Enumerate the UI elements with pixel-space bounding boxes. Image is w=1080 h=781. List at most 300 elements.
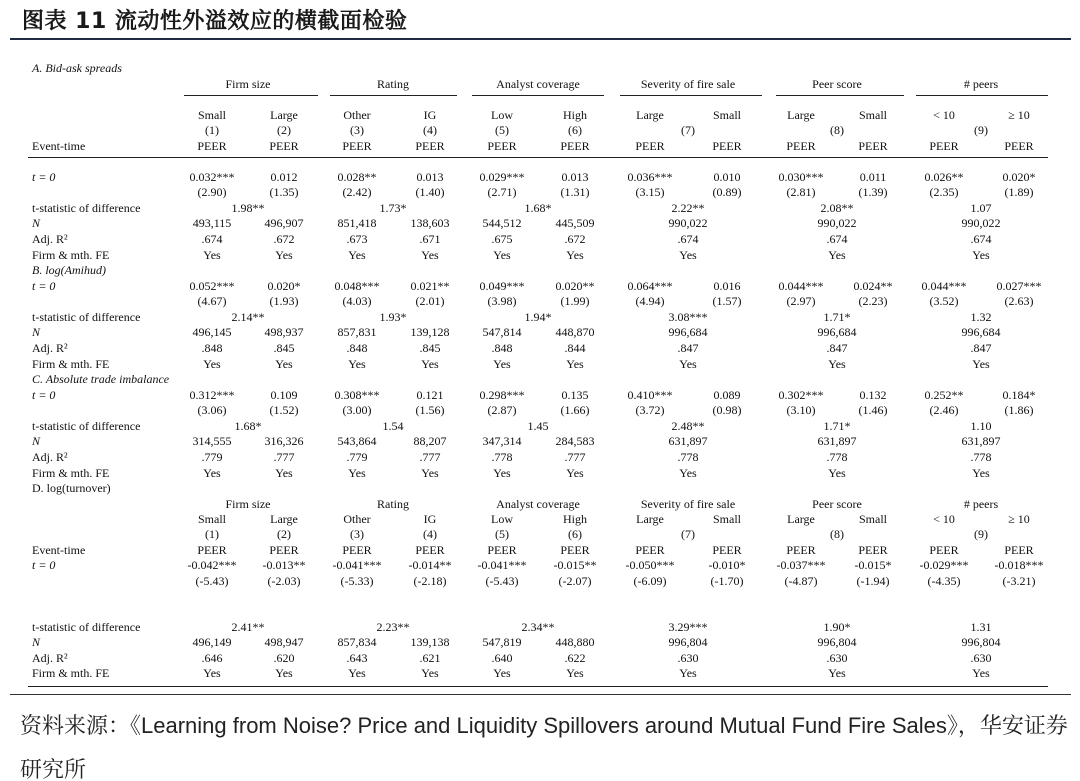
tstat-cell: (3.10) — [786, 403, 816, 417]
tstat-cell: (3.06) — [197, 403, 227, 417]
adjr2-cell: .630 — [826, 651, 848, 665]
row-label: Adj. R² — [32, 651, 68, 665]
peer-header: PEER — [415, 139, 445, 153]
n-cell: 631,897 — [817, 434, 857, 448]
tdiff-cell: 2.41** — [231, 620, 265, 634]
row-label: N — [32, 434, 41, 448]
coef-cell: 0.044*** — [921, 279, 967, 293]
coef-cell: 0.132 — [859, 388, 887, 402]
adjr2-cell: .621 — [419, 651, 441, 665]
row-label: Firm & mth. FE — [32, 466, 110, 480]
n-cell: 631,897 — [961, 434, 1001, 448]
row-label: N — [32, 635, 41, 649]
sub-header: IG — [423, 512, 437, 526]
sub-header: Small — [712, 108, 742, 122]
coef-cell: 0.024** — [853, 279, 893, 293]
adjr2-cell: .622 — [564, 651, 586, 665]
n-cell: 498,937 — [264, 325, 304, 339]
adjr2-cell: .778 — [970, 450, 992, 464]
fe-cell: Yes — [493, 666, 511, 680]
peer-header: PEER — [712, 543, 742, 557]
sub-header: Small — [197, 512, 227, 526]
n-cell: 990,022 — [961, 216, 1001, 230]
tdiff-cell: 1.54 — [382, 419, 404, 433]
adjr2-cell: .777 — [419, 450, 441, 464]
adjr2-cell: .778 — [491, 450, 513, 464]
fe-cell: Yes — [348, 357, 366, 371]
sub-header: Low — [491, 512, 513, 526]
coef-cell: 0.312*** — [189, 388, 235, 402]
tstat-cell: (2.71) — [487, 185, 517, 199]
sub-header: High — [563, 108, 587, 122]
event-time-label: Event-time — [32, 543, 86, 557]
n-cell: 496,149 — [192, 635, 232, 649]
n-cell: 996,684 — [961, 325, 1001, 339]
group-header: # peers — [963, 77, 999, 91]
fe-cell: Yes — [275, 357, 293, 371]
tdiff-cell: 2.22** — [671, 201, 705, 215]
coef-cell: 0.135 — [561, 388, 589, 402]
tdiff-cell: 3.29*** — [668, 620, 708, 634]
fe-cell: Yes — [828, 466, 846, 480]
sub-header: IG — [423, 108, 437, 122]
tstat-cell: (-5.43) — [485, 574, 519, 588]
tstat-cell: (1.86) — [1004, 403, 1034, 417]
fe-cell: Yes — [679, 666, 697, 680]
adjr2-cell: .620 — [273, 651, 295, 665]
n-cell: 547,819 — [482, 635, 522, 649]
n-cell: 314,555 — [192, 434, 232, 448]
n-cell: 316,326 — [264, 434, 304, 448]
tstat-cell: (3.00) — [342, 403, 372, 417]
coef-cell: 0.044*** — [778, 279, 824, 293]
sub-header: ≥ 10 — [1008, 512, 1030, 526]
sub-header: < 10 — [933, 108, 955, 122]
n-cell: 857,831 — [337, 325, 377, 339]
fe-cell: Yes — [275, 466, 293, 480]
n-cell: 543,864 — [337, 434, 377, 448]
row-label: t = 0 — [32, 279, 56, 293]
tstat-cell: (2.23) — [858, 294, 888, 308]
fe-cell: Yes — [275, 248, 293, 262]
tstat-cell: (2.46) — [929, 403, 959, 417]
tdiff-cell: 1.31 — [970, 620, 992, 634]
fe-cell: Yes — [566, 357, 584, 371]
n-cell: 631,897 — [668, 434, 708, 448]
tstat-cell: (1.46) — [858, 403, 888, 417]
coef-cell: 0.012 — [270, 170, 298, 184]
tstat-cell: (0.98) — [712, 403, 742, 417]
n-cell: 448,870 — [555, 325, 595, 339]
tstat-cell: (2.35) — [929, 185, 959, 199]
column-number: (8) — [830, 527, 844, 541]
coef-cell: 0.032*** — [189, 170, 235, 184]
adjr2-cell: .672 — [273, 232, 295, 246]
group-header: Firm size — [225, 497, 271, 511]
coef-cell: 0.027*** — [996, 279, 1042, 293]
coef-cell: 0.298*** — [479, 388, 525, 402]
peer-header: PEER — [415, 543, 445, 557]
tdiff-cell: 2.14** — [231, 310, 265, 324]
peer-header: PEER — [929, 543, 959, 557]
fe-cell: Yes — [348, 666, 366, 680]
row-label: Adj. R² — [32, 232, 68, 246]
fe-cell: Yes — [493, 357, 511, 371]
n-cell: 857,834 — [337, 635, 377, 649]
title-rule — [10, 38, 1071, 40]
adjr2-cell: .847 — [970, 341, 992, 355]
fe-cell: Yes — [828, 357, 846, 371]
peer-header: PEER — [487, 543, 517, 557]
coef-cell: -0.014** — [408, 558, 452, 572]
group-header: Analyst coverage — [496, 497, 580, 511]
adjr2-cell: .847 — [677, 341, 699, 355]
group-underline — [916, 95, 1048, 96]
fe-cell: Yes — [421, 357, 439, 371]
column-number: (2) — [277, 123, 291, 137]
group-header: Peer score — [812, 497, 862, 511]
adjr2-cell: .672 — [564, 232, 586, 246]
n-cell: 996,804 — [817, 635, 857, 649]
sub-header: Low — [491, 108, 513, 122]
adjr2-cell: .640 — [491, 651, 513, 665]
panel-title: B. log(Amihud) — [32, 263, 106, 277]
tdiff-cell: 1.07 — [970, 201, 992, 215]
bottom-rule — [10, 694, 1071, 695]
peer-header: PEER — [1004, 543, 1034, 557]
sub-header: Other — [343, 512, 371, 526]
coef-cell: 0.048*** — [334, 279, 380, 293]
n-cell: 284,583 — [555, 434, 595, 448]
tstat-cell: (1.39) — [858, 185, 888, 199]
source-text: 《Learning from Noise? Price and Liquidity Spillovers around Mutual Fund Fire Sales》，华安证券研究所 — [20, 713, 1068, 781]
figure-title: 图表 11 流动性外溢效应的横截面检验 — [22, 9, 408, 34]
group-header: Analyst coverage — [496, 77, 580, 91]
tstat-cell: (-5.33) — [340, 574, 374, 588]
group-underline — [472, 95, 604, 96]
group-underline — [184, 95, 318, 96]
tstat-cell: (1.35) — [269, 185, 299, 199]
column-number: (6) — [568, 123, 582, 137]
sub-header: ≥ 10 — [1008, 108, 1030, 122]
column-number: (3) — [350, 123, 364, 137]
fe-cell: Yes — [972, 248, 990, 262]
tstat-cell: (1.56) — [415, 403, 445, 417]
group-header: # peers — [963, 497, 999, 511]
row-label: Firm & mth. FE — [32, 357, 110, 371]
peer-header: PEER — [269, 543, 299, 557]
tdiff-cell: 1.45 — [527, 419, 549, 433]
fe-cell: Yes — [566, 466, 584, 480]
coef-cell: -0.050*** — [625, 558, 675, 572]
adjr2-cell: .643 — [346, 651, 368, 665]
peer-header: PEER — [1004, 139, 1034, 153]
tstat-cell: (-2.07) — [558, 574, 592, 588]
adjr2-cell: .674 — [826, 232, 848, 246]
sub-header: < 10 — [933, 512, 955, 526]
n-cell: 496,907 — [264, 216, 304, 230]
coef-cell: 0.308*** — [334, 388, 380, 402]
column-number: (5) — [495, 123, 509, 137]
tdiff-cell: 2.23** — [376, 620, 410, 634]
tstat-cell: (3.15) — [635, 185, 665, 199]
row-label: N — [32, 216, 41, 230]
tstat-cell: (3.98) — [487, 294, 517, 308]
group-header: Severity of fire sale — [640, 497, 736, 511]
tstat-cell: (1.40) — [415, 185, 445, 199]
tstat-cell: (1.66) — [560, 403, 590, 417]
row-label: N — [32, 325, 41, 339]
n-cell: 138,603 — [410, 216, 450, 230]
source-note — [20, 704, 1070, 781]
fe-cell: Yes — [421, 466, 439, 480]
tdiff-cell: 1.71* — [823, 419, 851, 433]
n-cell: 88,207 — [413, 434, 447, 448]
fe-cell: Yes — [972, 666, 990, 680]
coef-cell: 0.064*** — [627, 279, 673, 293]
tdiff-cell: 1.98** — [231, 201, 265, 215]
sub-header: Large — [270, 108, 298, 122]
fe-cell: Yes — [679, 466, 697, 480]
peer-header: PEER — [858, 543, 888, 557]
sub-header: Small — [712, 512, 742, 526]
adjr2-cell: .675 — [491, 232, 513, 246]
column-number: (7) — [681, 527, 695, 541]
adjr2-cell: .845 — [419, 341, 441, 355]
tdiff-cell: 1.10 — [970, 419, 992, 433]
column-number: (6) — [568, 527, 582, 541]
coef-cell: 0.013 — [416, 170, 444, 184]
coef-cell: 0.013 — [561, 170, 589, 184]
coef-cell: -0.042*** — [187, 558, 237, 572]
column-number: (8) — [830, 123, 844, 137]
adjr2-cell: .671 — [419, 232, 441, 246]
coef-cell: -0.029*** — [919, 558, 969, 572]
header-rule — [28, 157, 1048, 158]
fe-cell: Yes — [828, 666, 846, 680]
tstat-cell: (2.87) — [487, 403, 517, 417]
coef-cell: -0.013** — [262, 558, 306, 572]
tdiff-cell: 1.93* — [379, 310, 407, 324]
peer-header: PEER — [560, 139, 590, 153]
row-label: Firm & mth. FE — [32, 248, 110, 262]
peer-header: PEER — [269, 139, 299, 153]
coef-cell: -0.015* — [854, 558, 892, 572]
peer-header: PEER — [786, 139, 816, 153]
n-cell: 996,684 — [817, 325, 857, 339]
column-number: (3) — [350, 527, 364, 541]
column-number: (4) — [423, 123, 437, 137]
peer-header: PEER — [197, 139, 227, 153]
fe-cell: Yes — [203, 248, 221, 262]
adjr2-cell: .777 — [564, 450, 586, 464]
tstat-cell: (1.57) — [712, 294, 742, 308]
coef-cell: 0.089 — [713, 388, 741, 402]
row-label: t-statistic of difference — [32, 201, 141, 215]
coef-cell: 0.109 — [270, 388, 298, 402]
coef-cell: 0.121 — [416, 388, 444, 402]
tstat-cell: (-4.35) — [927, 574, 961, 588]
group-header: Peer score — [812, 77, 862, 91]
coef-cell: -0.041*** — [332, 558, 382, 572]
n-cell: 544,512 — [482, 216, 522, 230]
peer-header: PEER — [342, 543, 372, 557]
tstat-cell: (4.03) — [342, 294, 372, 308]
tdiff-cell: 1.90* — [823, 620, 851, 634]
n-cell: 448,880 — [555, 635, 595, 649]
column-number: (1) — [205, 527, 219, 541]
fe-cell: Yes — [348, 466, 366, 480]
tdiff-cell: 2.48** — [671, 419, 705, 433]
adjr2-cell: .778 — [677, 450, 699, 464]
row-label: Firm & mth. FE — [32, 666, 110, 680]
adjr2-cell: .779 — [201, 450, 223, 464]
n-cell: 996,684 — [668, 325, 708, 339]
tstat-cell: (-3.21) — [1002, 574, 1036, 588]
table-bottom-rule — [28, 686, 1048, 687]
row-label: Adj. R² — [32, 450, 68, 464]
group-header: Rating — [377, 77, 409, 91]
sub-header: Large — [787, 108, 815, 122]
coef-cell: 0.036*** — [627, 170, 673, 184]
tdiff-cell: 2.08** — [820, 201, 854, 215]
tstat-cell: (1.31) — [560, 185, 590, 199]
tdiff-cell: 1.73* — [379, 201, 407, 215]
adjr2-cell: .848 — [201, 341, 223, 355]
fe-cell: Yes — [493, 466, 511, 480]
row-label: Adj. R² — [32, 341, 68, 355]
adjr2-cell: .674 — [201, 232, 223, 246]
fe-cell: Yes — [828, 248, 846, 262]
adjr2-cell: .674 — [677, 232, 699, 246]
tstat-cell: (1.52) — [269, 403, 299, 417]
fe-cell: Yes — [679, 357, 697, 371]
tstat-cell: (1.89) — [1004, 185, 1034, 199]
coef-cell: -0.037*** — [776, 558, 826, 572]
n-cell: 851,418 — [337, 216, 377, 230]
tstat-cell: (-4.87) — [784, 574, 818, 588]
panel-title: C. Absolute trade imbalance — [32, 372, 170, 386]
fe-cell: Yes — [679, 248, 697, 262]
coef-cell: -0.018*** — [994, 558, 1044, 572]
adjr2-cell: .848 — [491, 341, 513, 355]
adjr2-cell: .674 — [970, 232, 992, 246]
sub-header: Small — [858, 108, 888, 122]
coef-cell: 0.302*** — [778, 388, 824, 402]
coef-cell: 0.029*** — [479, 170, 525, 184]
row-label: t-statistic of difference — [32, 310, 141, 324]
column-number: (9) — [974, 123, 988, 137]
panel-title: A. Bid-ask spreads — [32, 61, 122, 75]
coef-cell: 0.020** — [555, 279, 595, 293]
tstat-cell: (2.97) — [786, 294, 816, 308]
tstat-cell: (0.89) — [712, 185, 742, 199]
peer-header: PEER — [712, 139, 742, 153]
tdiff-cell: 1.68* — [234, 419, 262, 433]
tdiff-cell: 2.34** — [521, 620, 555, 634]
coef-cell: -0.041*** — [477, 558, 527, 572]
n-cell: 996,804 — [668, 635, 708, 649]
n-cell: 139,138 — [410, 635, 450, 649]
tstat-cell: (3.52) — [929, 294, 959, 308]
peer-header: PEER — [487, 139, 517, 153]
peer-header: PEER — [786, 543, 816, 557]
coef-cell: 0.052*** — [189, 279, 235, 293]
tdiff-cell: 1.71* — [823, 310, 851, 324]
column-number: (2) — [277, 527, 291, 541]
panel-title: D. log(turnover) — [32, 481, 111, 495]
group-header: Firm size — [225, 77, 271, 91]
column-number: (4) — [423, 527, 437, 541]
coef-cell: 0.252** — [924, 388, 964, 402]
row-label: t = 0 — [32, 388, 56, 402]
coef-cell: 0.020* — [267, 279, 301, 293]
event-time-label: Event-time — [32, 139, 86, 153]
tstat-cell: (1.93) — [269, 294, 299, 308]
tdiff-cell: 3.08*** — [668, 310, 708, 324]
column-number: (9) — [974, 527, 988, 541]
fe-cell: Yes — [421, 666, 439, 680]
n-cell: 547,814 — [482, 325, 522, 339]
adjr2-cell: .779 — [346, 450, 368, 464]
tstat-cell: (4.67) — [197, 294, 227, 308]
coef-cell: 0.010 — [713, 170, 741, 184]
sub-header: Small — [858, 512, 888, 526]
coef-cell: 0.016 — [713, 279, 741, 293]
coef-cell: 0.030*** — [778, 170, 824, 184]
sub-header: Large — [270, 512, 298, 526]
fe-cell: Yes — [566, 248, 584, 262]
tstat-cell: (4.94) — [635, 294, 665, 308]
group-underline — [776, 95, 904, 96]
tstat-cell: (1.99) — [560, 294, 590, 308]
row-label: t = 0 — [32, 558, 56, 572]
n-cell: 996,804 — [961, 635, 1001, 649]
tstat-cell: (-2.03) — [267, 574, 301, 588]
group-header: Severity of fire sale — [640, 77, 736, 91]
coef-cell: 0.026** — [924, 170, 964, 184]
adjr2-cell: .778 — [826, 450, 848, 464]
coef-cell: 0.011 — [859, 170, 887, 184]
coef-cell: -0.010* — [708, 558, 746, 572]
fe-cell: Yes — [972, 466, 990, 480]
peer-header: PEER — [342, 139, 372, 153]
tstat-cell: (2.63) — [1004, 294, 1034, 308]
adjr2-cell: .630 — [970, 651, 992, 665]
tdiff-cell: 1.94* — [524, 310, 552, 324]
sub-header: Large — [636, 512, 664, 526]
tstat-cell: (2.90) — [197, 185, 227, 199]
tstat-cell: (-5.43) — [195, 574, 229, 588]
fe-cell: Yes — [566, 666, 584, 680]
coef-cell: 0.184* — [1002, 388, 1036, 402]
peer-header: PEER — [197, 543, 227, 557]
n-cell: 496,145 — [192, 325, 232, 339]
column-number: (7) — [681, 123, 695, 137]
coef-cell: -0.015** — [553, 558, 597, 572]
source-prefix: 资料来源： — [20, 714, 131, 739]
coef-cell: 0.049*** — [479, 279, 525, 293]
fe-cell: Yes — [493, 248, 511, 262]
n-cell: 445,509 — [555, 216, 595, 230]
fe-cell: Yes — [203, 466, 221, 480]
adjr2-cell: .630 — [677, 651, 699, 665]
adjr2-cell: .847 — [826, 341, 848, 355]
coef-cell: 0.020* — [1002, 170, 1036, 184]
sub-header: Small — [197, 108, 227, 122]
coef-cell: 0.410*** — [627, 388, 673, 402]
row-label: t-statistic of difference — [32, 620, 141, 634]
